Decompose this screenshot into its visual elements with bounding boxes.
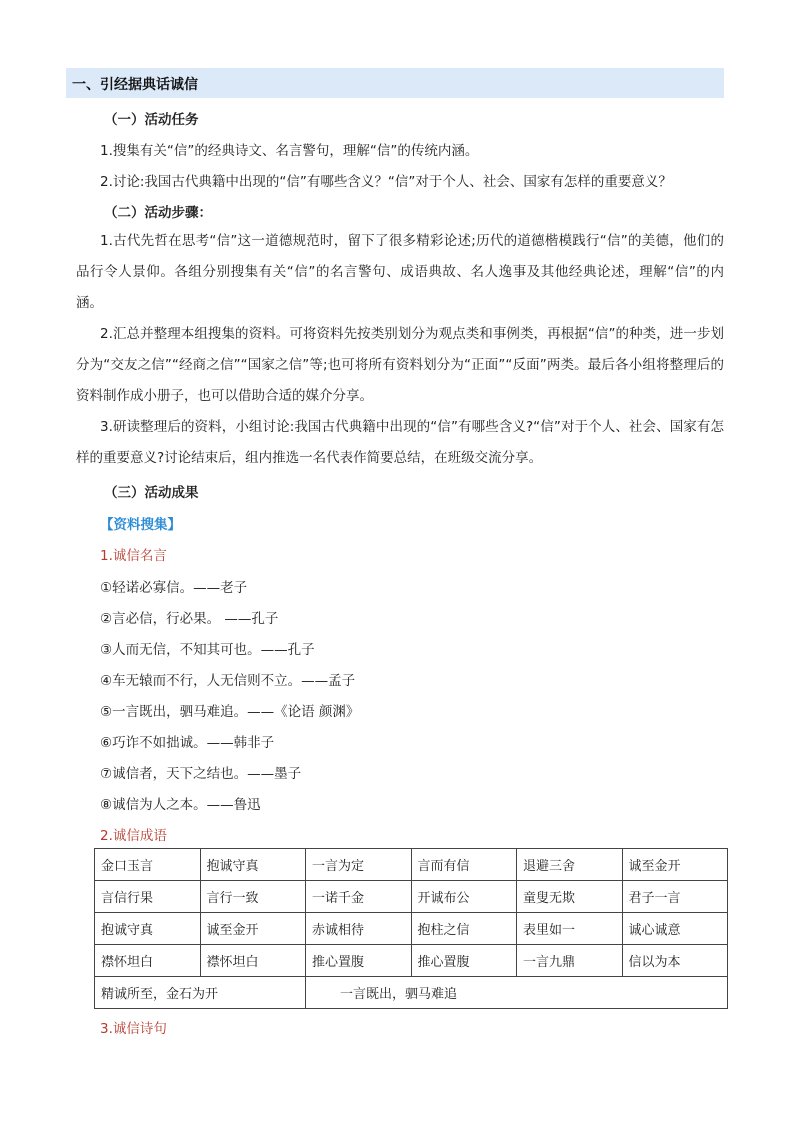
quote-item: ⑧诚信为人之本。——鲁迅 [100,797,261,813]
results-heading: （三）活动成果 [104,485,199,501]
step-paragraph-2: 2.汇总并整理本组搜集的资料。可将资料先按类别划分为观点类和事例类，再根据“信”的种类，进一步划分为“交友之信”“经商之信”“国家之信”等;也可将所有资料划分为“正面”“反面”两类。最后各小组将整理后的资料制作成小册子，也可以借助合适的媒介分享。 [76,326,724,404]
table-cell: 童叟无欺 [517,881,623,913]
table-cell: 君子一言 [622,881,728,913]
quote-item: ⑤一言既出，驷马难追。——《论语 颜渊》 [100,704,360,720]
quote-item: ⑥巧诈不如拙诚。——韩非子 [100,735,275,751]
section-banner [66,68,724,98]
table-cell: 一诺千金 [306,881,412,913]
table-cell: 抱柱之信 [411,913,517,945]
table-cell: 开诚布公 [411,881,517,913]
table-cell: 抱诚守真 [95,913,201,945]
table-cell: 一言为定 [306,849,412,881]
table-cell: 襟怀坦白 [95,945,201,977]
quote-item: ②言必信，行必果。 ——孔子 [100,611,279,627]
task-heading: （一）活动任务 [104,112,199,128]
section-title: 一、引经据典话诚信 [72,77,198,93]
idioms-heading: 2.诚信成语 [100,828,167,844]
table-cell: 诚至金开 [622,849,728,881]
table-cell: 退避三舍 [517,849,623,881]
table-row [95,945,728,977]
table-cell: 精诚所至，金石为开 [95,977,306,1009]
table-cell: 金口玉言 [95,849,201,881]
table-cell: 推心置腹 [306,945,412,977]
table-cell: 信以为本 [622,945,728,977]
table-row [95,913,728,945]
collect-label: 【资料搜集】 [100,517,181,533]
table-cell: 诚心诚意 [622,913,728,945]
task-item-2: 2.讨论:我国古代典籍中出现的“信”有哪些含义？“信”对于个人、社会、国家有怎样的重要意义？ [100,174,672,190]
idioms-table [94,848,728,1009]
table-cell: 一言九鼎 [517,945,623,977]
table-cell: 言信行果 [95,881,201,913]
quote-item: ③人而无信，不知其可也。——孔子 [100,642,315,658]
table-cell: 表里如一 [517,913,623,945]
poems-heading: 3.诚信诗句 [100,1021,167,1037]
table-cell: 一言既出，驷马难追 [306,977,728,1009]
quote-item: ①轻诺必寡信。——老子 [100,580,248,596]
quote-item: ④车无辕而不行，人无信则不立。——孟子 [100,673,356,689]
table-cell: 赤诚相待 [306,913,412,945]
step-paragraph-1: 1.古代先哲在思考“信”这一道德规范时，留下了很多精彩论述;历代的道德楷模践行“信”的美德，他们的品行令人景仰。各组分别搜集有关“信”的名言警句、成语典故、名人逸事及其他经典论述，理解“信”的内涵。 [76,233,724,311]
steps-heading: （二）活动步骤： [104,205,212,221]
step-paragraph-3: 3.研读整理后的资料，小组讨论:我国古代典籍中出现的“信”有哪些含义?“信”对于个人、社会、国家有怎样的重要意义?讨论结束后，组内推选一名代表作简要总结，在班级交流分享。 [76,419,724,466]
quote-item: ⑦诚信者，天下之结也。——墨子 [100,766,302,782]
table-cell: 推心置腹 [411,945,517,977]
table-cell: 言行一致 [200,881,306,913]
table-row [95,849,728,881]
quotes-heading: 1.诚信名言 [100,548,167,564]
table-cell: 诚至金开 [200,913,306,945]
task-item-1: 1.搜集有关“信”的经典诗文、名言警句，理解“信”的传统内涵。 [100,143,479,159]
table-cell: 言而有信 [411,849,517,881]
table-row [95,977,728,1009]
table-cell: 襟怀坦白 [200,945,306,977]
table-cell: 抱诚守真 [200,849,306,881]
table-row [95,881,728,913]
